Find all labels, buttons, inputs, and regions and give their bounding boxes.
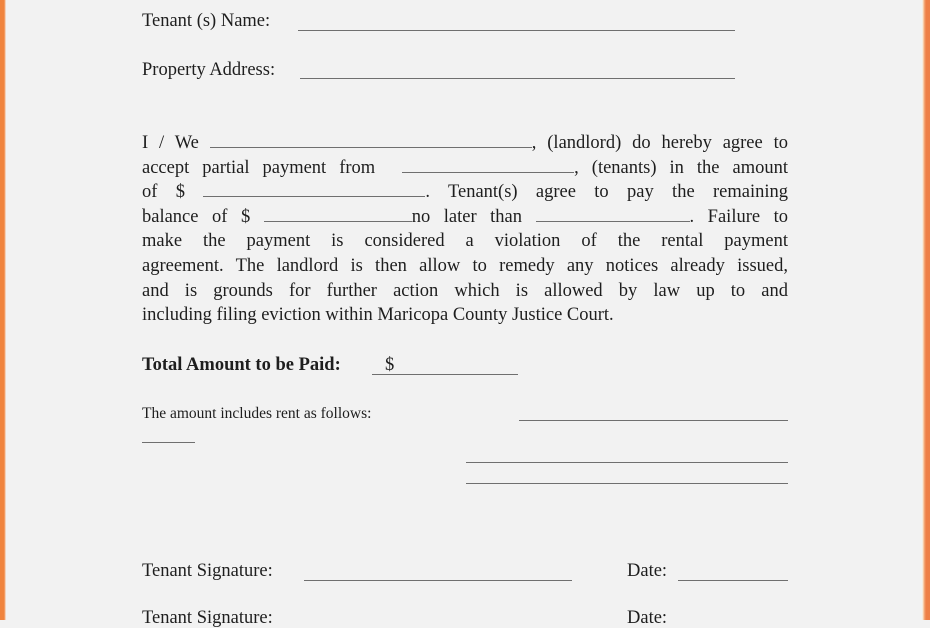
includes-rent-label: The amount includes rent as follows: bbox=[142, 405, 372, 422]
tenant-signature-label-1: Tenant Signature: bbox=[142, 561, 273, 581]
remaining-balance-field[interactable] bbox=[264, 207, 412, 222]
tenant-name-label: Tenant (s) Name: bbox=[142, 11, 271, 31]
tenant-signature-field-1[interactable] bbox=[304, 580, 572, 581]
total-currency-symbol: $ bbox=[385, 355, 395, 375]
tenants-name-field[interactable] bbox=[402, 158, 574, 173]
rent-breakdown-field-3[interactable] bbox=[466, 483, 788, 484]
agreement-text: , (landlord) do hereby agree to bbox=[531, 133, 788, 153]
page-frame-left-border bbox=[0, 0, 6, 620]
date-field-1[interactable] bbox=[678, 580, 788, 581]
rent-breakdown-field-1-continued[interactable] bbox=[142, 442, 195, 443]
agreement-line-3 bbox=[142, 180, 788, 205]
agreement-line-6: agreement. The landlord is then allow to remedy any notices already issued, bbox=[142, 255, 788, 276]
agreement-line-2 bbox=[142, 156, 788, 181]
date-label-2: Date: bbox=[627, 608, 668, 628]
agreement-text: . Tenant(s) agree to pay the remaining bbox=[425, 182, 788, 203]
total-amount-field[interactable] bbox=[372, 374, 518, 375]
agreement-line-8: including filing eviction within Maricopa County Justice Court. bbox=[142, 305, 614, 326]
agreement-line-7: and is grounds for further action which is allowed by law up to and bbox=[142, 280, 788, 301]
agreement-text: , (tenants) in the amount bbox=[574, 157, 788, 178]
date-label-1: Date: bbox=[627, 561, 668, 581]
total-amount-label: Total Amount to be Paid: bbox=[142, 355, 341, 375]
tenant-signature-label-2: Tenant Signature: bbox=[142, 608, 273, 628]
agreement-line-5: make the payment is considered a violation of the rental payment bbox=[142, 231, 788, 252]
agreement-line-4 bbox=[142, 205, 788, 230]
agreement-text: I / We bbox=[142, 133, 199, 153]
property-address-label: Property Address: bbox=[142, 60, 276, 80]
agreement-paragraph bbox=[142, 131, 788, 328]
rent-breakdown-field-1[interactable] bbox=[519, 420, 788, 421]
agreement-text: accept partial payment from bbox=[142, 157, 376, 178]
tenant-name-field[interactable] bbox=[298, 30, 735, 31]
agreement-line-1 bbox=[142, 131, 788, 156]
agreement-text: of $ bbox=[142, 182, 185, 203]
agreement-text: balance of $ bbox=[142, 206, 251, 227]
landlord-name-field[interactable] bbox=[210, 133, 532, 148]
due-date-field[interactable] bbox=[536, 207, 690, 222]
property-address-field[interactable] bbox=[300, 78, 735, 79]
rent-breakdown-field-2[interactable] bbox=[466, 462, 788, 463]
page-frame-right-border bbox=[922, 0, 930, 620]
partial-amount-field[interactable] bbox=[203, 182, 425, 197]
agreement-text: no later than bbox=[411, 206, 522, 227]
agreement-text: . Failure to bbox=[689, 206, 788, 227]
